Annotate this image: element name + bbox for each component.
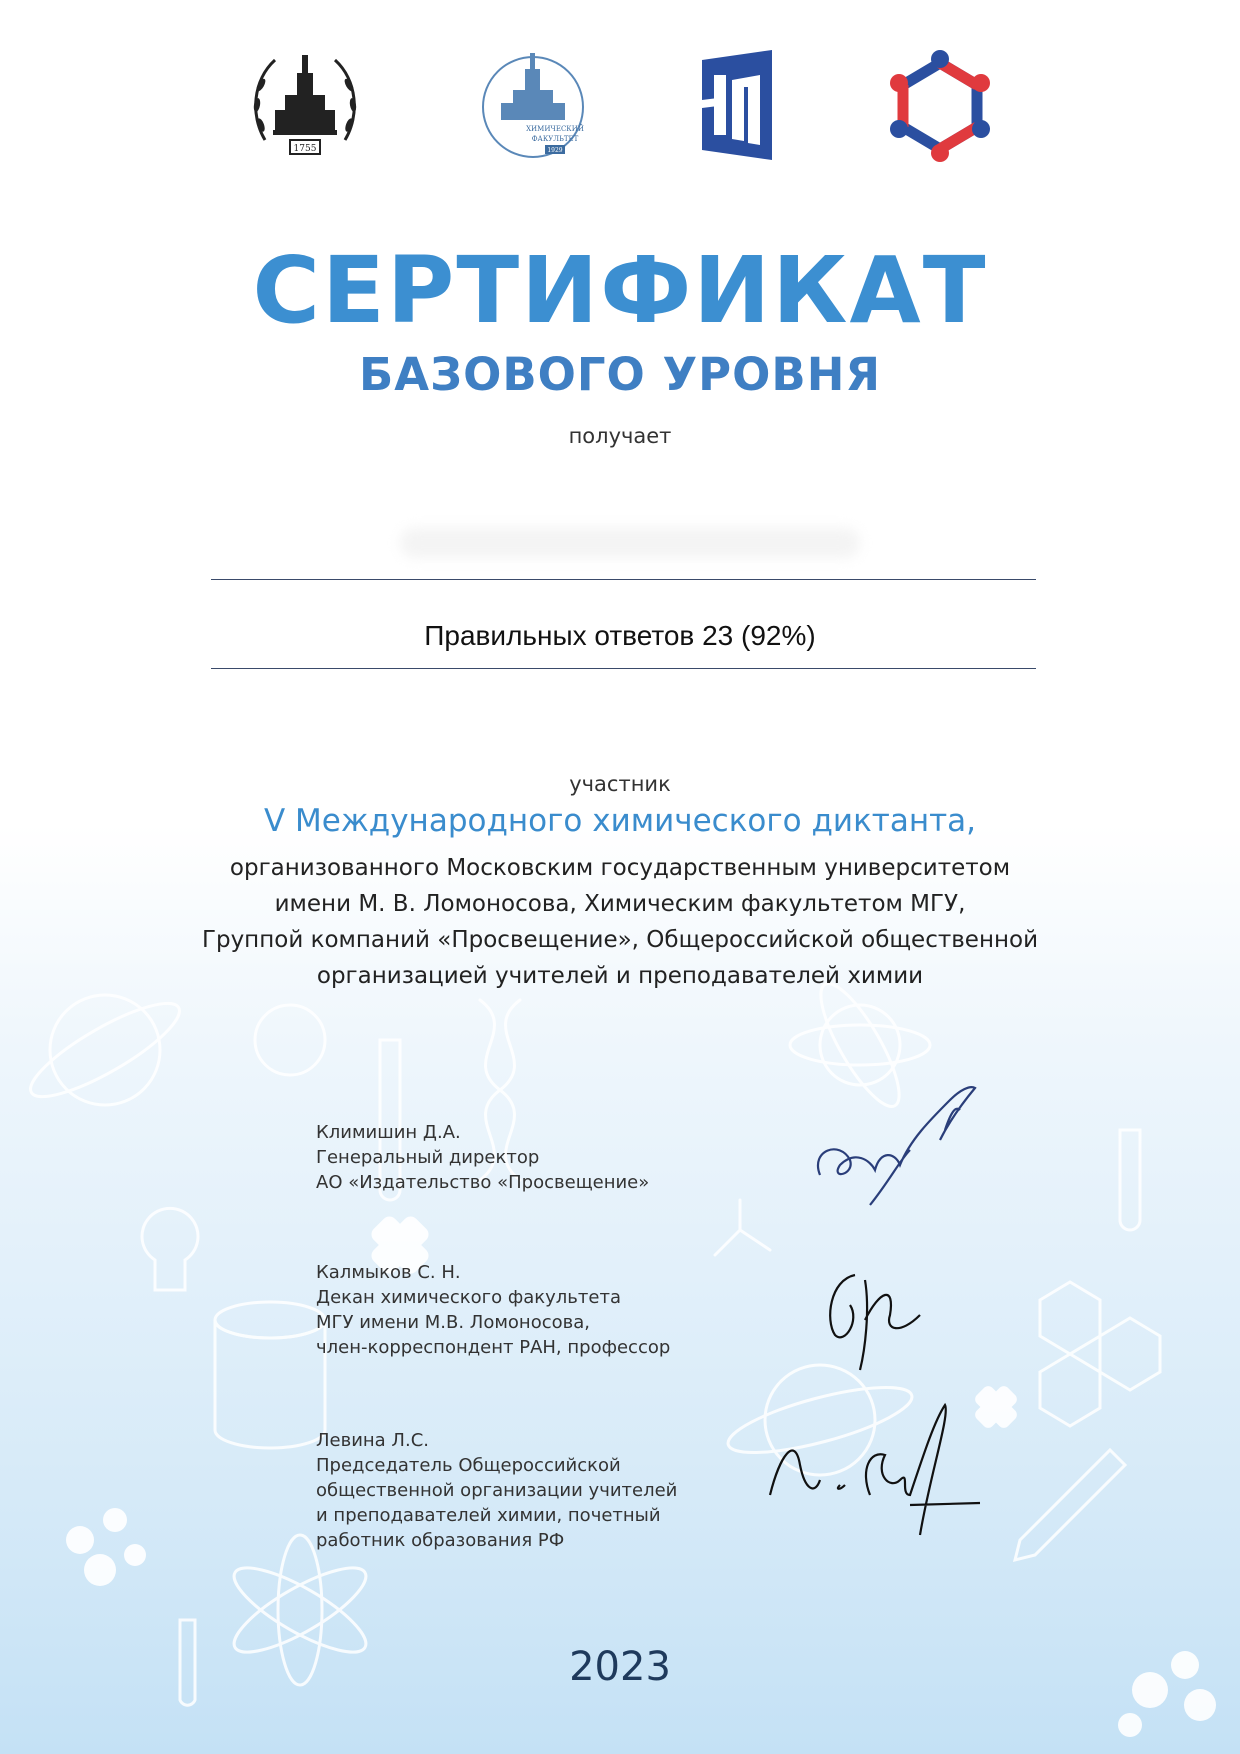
answers-underline <box>211 668 1036 669</box>
signatory-position: Председатель Общероссийской <box>316 1455 621 1476</box>
signatory-name: Климишин Д.А. <box>316 1122 461 1143</box>
svg-text:1755: 1755 <box>293 144 317 154</box>
svg-text:1929: 1929 <box>547 147 563 154</box>
signatory-position: общественной организации учителей <box>316 1480 678 1501</box>
signatory-position: Генеральный директор <box>316 1147 540 1168</box>
signatory-kalmykov <box>316 1260 736 1360</box>
signatory-position: МГУ имени М.В. Ломоносова, <box>316 1312 590 1333</box>
signature-levina <box>760 1395 990 1555</box>
organizers-line: Группой компаний «Просвещение», Общероссийской общественной <box>201 927 1039 953</box>
signatory-name: Калмыков С. Н. <box>316 1262 461 1283</box>
chemistry-faculty-logo <box>473 45 593 165</box>
certificate-subtitle: БАЗОВОГО УРОВНЯ <box>358 348 882 401</box>
signatory-position: АО «Издательство «Просвещение» <box>316 1172 650 1193</box>
organizers-text <box>0 850 1240 994</box>
logo-row <box>0 45 1240 165</box>
signature-klimishin <box>800 1080 1000 1210</box>
participant-label: участник <box>569 772 671 796</box>
organizers-line: организованного Московским государственным университетом <box>229 855 1011 881</box>
signature-kalmykov <box>810 1260 940 1380</box>
organizers-line: имени М. В. Ломоносова, Химическим факультетом МГУ, <box>274 891 966 917</box>
recipient-name-redacted <box>400 528 860 558</box>
certificate-title: СЕРТИФИКАТ <box>252 237 988 344</box>
correct-answers-text: Правильных ответов 23 (92%) <box>424 620 816 651</box>
msu-emblem-logo <box>245 45 365 165</box>
chemistry-teachers-org-logo <box>880 45 1000 165</box>
signatory-levina <box>316 1428 736 1553</box>
svg-text:ХИМИЧЕСКИЙ: ХИМИЧЕСКИЙ <box>526 125 584 133</box>
signatory-position: Декан химического факультета <box>316 1287 621 1308</box>
name-underline <box>211 579 1036 580</box>
signatory-position: работник образования РФ <box>316 1530 565 1551</box>
receives-label: получает <box>568 424 672 448</box>
certificate-year: 2023 <box>569 1644 671 1690</box>
signatory-position: член-корреспондент РАН, профессор <box>316 1337 671 1358</box>
svg-text:ФАКУЛЬТЕТ: ФАКУЛЬТЕТ <box>531 135 579 143</box>
organizers-line: организацией учителей и преподавателей химии <box>316 963 924 989</box>
signatory-position: и преподавателей химии, почетный <box>316 1505 661 1526</box>
signatory-klimishin <box>316 1120 736 1195</box>
signatory-name: Левина Л.С. <box>316 1430 429 1451</box>
prosveshchenie-logo <box>682 45 802 165</box>
event-title: V Международного химического диктанта, <box>263 803 977 839</box>
